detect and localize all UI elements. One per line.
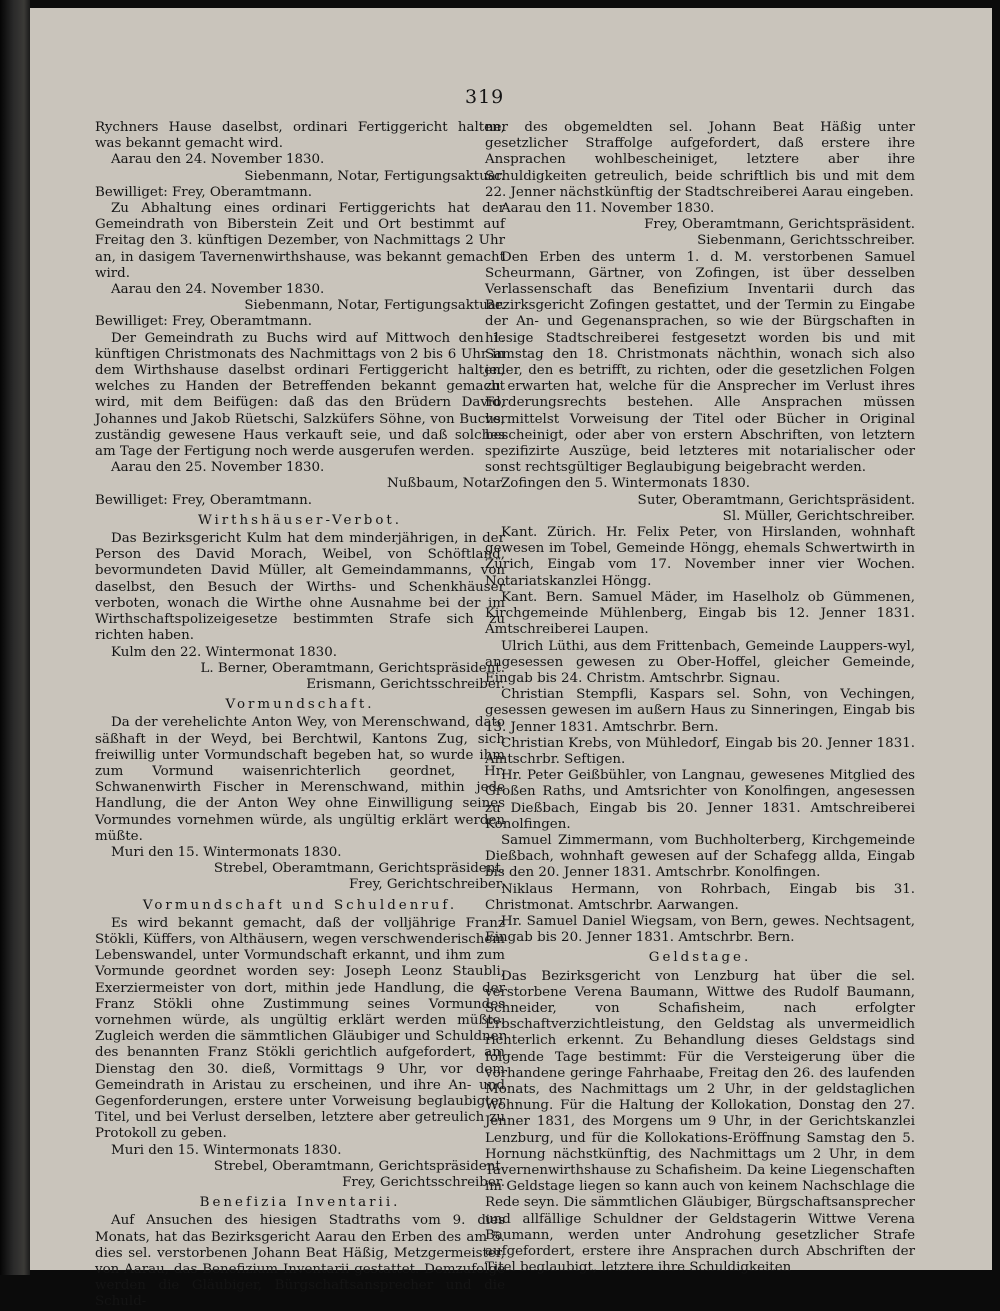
right-column-paragraph: Ulrich Lüthi, aus dem Frittenbach, Gemeinde Lauppers-wyl, angesessen gewesen zu Ober-Hoffel, gleicher Gemeinde, Eingab bis 24. Christm. Amtschrbr. Signau. (485, 638, 915, 686)
left-column-paragraph: Frey, Gerichtschreiber. (348, 877, 505, 893)
left-column-paragraph: Aarau den 24. November 1830. (111, 152, 325, 168)
right-column-paragraph: Aarau den 11. November 1830. (501, 201, 715, 217)
right-column-paragraph: Niklaus Hermann, von Rohrbach, Eingab bis 31. Christmonat. Amtschrbr. Aarwangen. (485, 881, 915, 913)
book-spine (0, 0, 30, 1275)
right-column-paragraph: Den Erben des unterm 1. d. M. verstorbenen Samuel Scheurmann, Gärtner, von Zofingen, ist über desselben Verlassenschaft das Benefizium Inventarii durch das Bezirksgericht Zofingen gestattet, und der Termin zu Eingabe der An- und Gegenansprachen, so wie der Bürgschaften in hiesige Stadtschreiberei festgesetzt worden bis und mit Samstag den 18. Christmonats nächthin, wonach sich also jeder, den es betrifft, zu richten, oder die gesetzlichen Folgen zu erwarten hat, welche für die Ansprecher im Verlust ihres Forderungsrechts bestehen. Alle Ansprachen müssen vermittelst Vorweisung der Titel oder Bücher in Original bescheinigt, oder aber von erstern Abschriften, von letztern spezifizirte Auszüge, beid letzteres mit notarialischer oder sonst rechtsgültiger Beglaubigung beigebracht werden. (485, 249, 915, 476)
left-column-paragraph: Wirthshäuser-Verbot. (197, 512, 403, 528)
left-column-paragraph: Bewilliget: Frey, Oberamtmann. (95, 314, 313, 330)
left-column-paragraph: Rychners Hause daselbst, ordinari Fertiggericht halten, was bekannt gemacht wird. (95, 120, 505, 152)
right-column-paragraph: Geldstage. (648, 950, 752, 966)
left-column-paragraph: Erismann, Gerichtsschreiber. (306, 676, 505, 692)
left-column-paragraph: Vormundschaft und Schuldenruf. (142, 897, 458, 913)
left-column-paragraph: Strebel, Oberamtmann, Gerichtspräsident. (213, 1158, 505, 1174)
right-column-paragraph: Das Bezirksgericht von Lenzburg hat über die sel. verstorbene Verena Baumann, Wittwe des Rudolf Baumann, Schneider, von Schafisheim, nach erfolgter Erbschaftverzichtleistung, den Geldstag als unvermeidlich richterlich erkennt. Zu Behandlung dieses Geldstags sind folgende Tage bestimmt: Für die Versteigerung über die vorhandene geringe Fahrhaabe, Freitag den 26. des laufenden Monats, des Nachmittags um 2 Uhr, in der geldstaglichen Wohnung. Für die Haltung der Kollokation, Donstag den 27. Jenner 1831, des Morgens um 9 Uhr, in der Gerichtskanzlei Lenzburg, und für die Kollokations-Eröffnung Samstag den 5. Hornung nächstkünftig, des Nachmittags um 2 Uhr, in dem Tavernenwirthshause zu Schafisheim. Da keine Liegenschaften im Geldstage liegen so kann auch von keinem Nachschlage die Rede seyn. Die sämmtlichen Gläubiger, Bürgschaftsansprecher und allfällige Schuldner der Geldstagerin Wittwe Verena Baumann, werden unter Androhung gesetzlicher Strafe aufgefordert, erstere ihre Ansprachen durch Abschriften der Titel beglaubigt, letztere ihre Schuldigkeiten (485, 968, 915, 1276)
left-column-paragraph: Es wird bekannt gemacht, daß der volljährige Franz Stökli, Küffers, von Althäusern, wegen verschwenderischem Lebenswandel, unter Vormundschaft erkannt, und ihm zum Vormunde geordnet worden sey: Joseph Leonz Staubli, Exerziermeister von dort, mithin jede Handlung, die der Franz Stökli ohne Zustimmung seines Vormundes vornehmen würde, als ungültig erklärt werden müßte. Zugleich werden die sämmtlichen Gläubiger und Schuldner des benannten Franz Stökli gerichtlich aufgefordert, am Dienstag den 30. dieß, Vormittags 9 Uhr, vor dem Gemeindrath in Aristau zu erscheinen, und ihre An- und Gegenforderungen, erstere unter Vorweisung beglaubigter Titel, und bei Verlust derselben, letztere aber getreulich zu Protokoll zu geben. (95, 915, 505, 1142)
right-column-paragraph: Zofingen den 5. Wintermonats 1830. (501, 476, 751, 492)
right-column-paragraph: Kant. Bern. Samuel Mäder, im Haselholz ob Gümmenen, Kirchgemeinde Mühlenberg, Eingab bis 12. Jenner 1831. Amtschreiberei Laupen. (485, 589, 915, 638)
left-column-paragraph: L. Berner, Oberamtmann, Gerichtspräsident. (200, 660, 505, 676)
left-column-paragraph: Auf Ansuchen des hiesigen Stadtraths vom 9. dies Monats, hat das Bezirksgericht Aarau den Erben des am 5. dies sel. verstorbenen Johann Beat Häßig, Metzgermeister, von Aarau, das Benefizium Inventarii gestattet. Demzufolge werden die Gläubiger, Bürgschaftsansprecher und die Schuld- (95, 1213, 505, 1310)
left-column-paragraph: Muri den 15. Wintermonats 1830. (111, 1142, 342, 1158)
right-column-paragraph: ner des obgemeldten sel. Johann Beat Häßig unter gesetzlicher Straffolge aufgefordert, daß erstere ihre Ansprachen wohlbescheiniget, letztere aber ihre Schuldigkeiten getreulich, beide schriftlich bis und mit dem 22. Jenner nächstkünftig der Stadtschreiberei Aarau eingeben. (485, 120, 915, 200)
right-column-paragraph: Christian Krebs, von Mühledorf, Eingab bis 20. Jenner 1831. Amtschrbr. Seftigen. (485, 735, 915, 767)
left-column-paragraph: Kulm den 22. Wintermonat 1830. (111, 644, 337, 660)
left-column-paragraph: Da der verehelichte Anton Wey, von Merenschwand, dato säßhaft in der Weyd, bei Berchtwil, Kantons Zug, sich freiwillig unter Vormundschaft begeben hat, so wurde ihm zum Vormund waisenrichterlich geordnet, Hr. Schwanenwirth Fischer in Merenschwand, mithin jede Handlung, die der Anton Wey ohne Einwilligung seines Vormundes vornehmen würde, als ungültig erklärt werden müßte. (95, 715, 505, 844)
right-column-paragraph: Frey, Oberamtmann, Gerichtspräsident. (644, 217, 915, 233)
left-column-paragraph: Vormundschaft. (225, 697, 375, 713)
right-column-paragraph: Hr. Peter Geißbühler, von Langnau, gewesenes Mitglied des Großen Raths, und Amtsrichter von Konolfingen, angesessen zu Dießbach, Eingab bis 20. Jenner 1831. Amtschreiberei Konolfingen. (485, 768, 915, 832)
right-column-paragraph: Suter, Oberamtmann, Gerichtspräsident. (637, 492, 915, 508)
scanned-page (30, 8, 992, 1310)
left-column-paragraph: Siebenmann, Notar, Fertigungsaktuar. (244, 168, 505, 184)
right-column-paragraph: Samuel Zimmermann, vom Buchholterberg, Kirchgemeinde Dießbach, wohnhaft gewesen auf der Schafegg allda, Eingab bis den 20. Jenner 1831. Amtschrbr. Konolfingen. (485, 832, 915, 881)
right-column-paragraph: Siebenmann, Gerichtsschreiber. (697, 233, 915, 249)
left-column-paragraph: Bewilliget: Frey, Oberamtmann. (95, 184, 313, 200)
left-column-paragraph: Nußbaum, Notar. (386, 476, 505, 492)
left-column-paragraph: Muri den 15. Wintermonats 1830. (111, 844, 342, 860)
left-column (95, 120, 505, 1311)
left-column-paragraph: Aarau den 25. November 1830. (111, 460, 325, 476)
right-column-paragraph: Hr. Samuel Daniel Wiegsam, von Bern, gewes. Nechtsagent, Eingab bis 20. Jenner 1831. Amtschrbr. Bern. (485, 913, 915, 946)
left-column-paragraph: Benefizia Inventarii. (199, 1195, 401, 1211)
right-column (485, 120, 915, 1276)
left-column-paragraph: Frey, Gerichtsschreiber. (342, 1175, 505, 1190)
right-column-paragraph: Christian Stempfli, Kaspars sel. Sohn, von Vechingen, gesessen gewesen im außern Haus zu Sinneringen, Eingab bis 13. Jenner 1831. Amtschrbr. Bern. (485, 687, 915, 735)
left-column-paragraph: Strebel, Oberamtmann, Gerichtspräsident. (213, 861, 505, 877)
left-column-paragraph: Siebenmann, Notar, Fertigungsaktuar. (244, 298, 505, 314)
page-number: 319 (465, 86, 505, 108)
left-column-paragraph: Aarau den 24. November 1830. (111, 282, 325, 298)
left-column-paragraph: Der Gemeindrath zu Buchs wird auf Mittwoch den 1. künftigen Christmonats des Nachmittags von 2 bis 6 Uhr in dem Wirthshause daselbst ordinari Fertiggericht halten, welches zu Handen der Betreffenden bekannt gemacht wird, mit dem Beifügen: daß das den Brüdern David, Johannes und Jakob Rüetschi, Salzküfers Söhne, von Buchs, zuständig gewesene Haus verkauft seie, und daß solches am Tage der Fertigung noch werde ausgerufen werden. (95, 330, 505, 460)
right-column-paragraph: Kant. Zürich. Hr. Felix Peter, von Hirslanden, wohnhaft gewesen im Tobel, Gemeinde Höngg, ehemals Schwertwirth in Zürich, Eingab vom 17. November inner vier Wochen. Notariatskanzlei Höngg. (485, 525, 915, 589)
left-column-paragraph: Zu Abhaltung eines ordinari Fertiggerichts hat der Gemeindrath von Biberstein Zeit und Ort bestimmt auf Freitag den 3. künftigen Dezember, von Nachmittags 2 Uhr an, in dasigem Tavernenwirthshause, was bekannt gemacht wird. (95, 201, 505, 281)
left-column-paragraph: Das Bezirksgericht Kulm hat dem minderjährigen, in der Person des David Morach, Weibel, von Schöftland, bevormundeten David Müller, alt Gemeindammanns, von daselbst, den Besuch der Wirths- und Schenkhäuser verboten, wonach die Wirthe ohne Ausnahme bei der im Wirthschaftspolizeigesetze bestimmten Strafe sich zu richten haben. (95, 531, 505, 644)
right-column-paragraph: Sl. Müller, Gerichtschreiber. (722, 508, 915, 524)
left-column-paragraph: Bewilliget: Frey, Oberamtmann. (95, 492, 313, 508)
